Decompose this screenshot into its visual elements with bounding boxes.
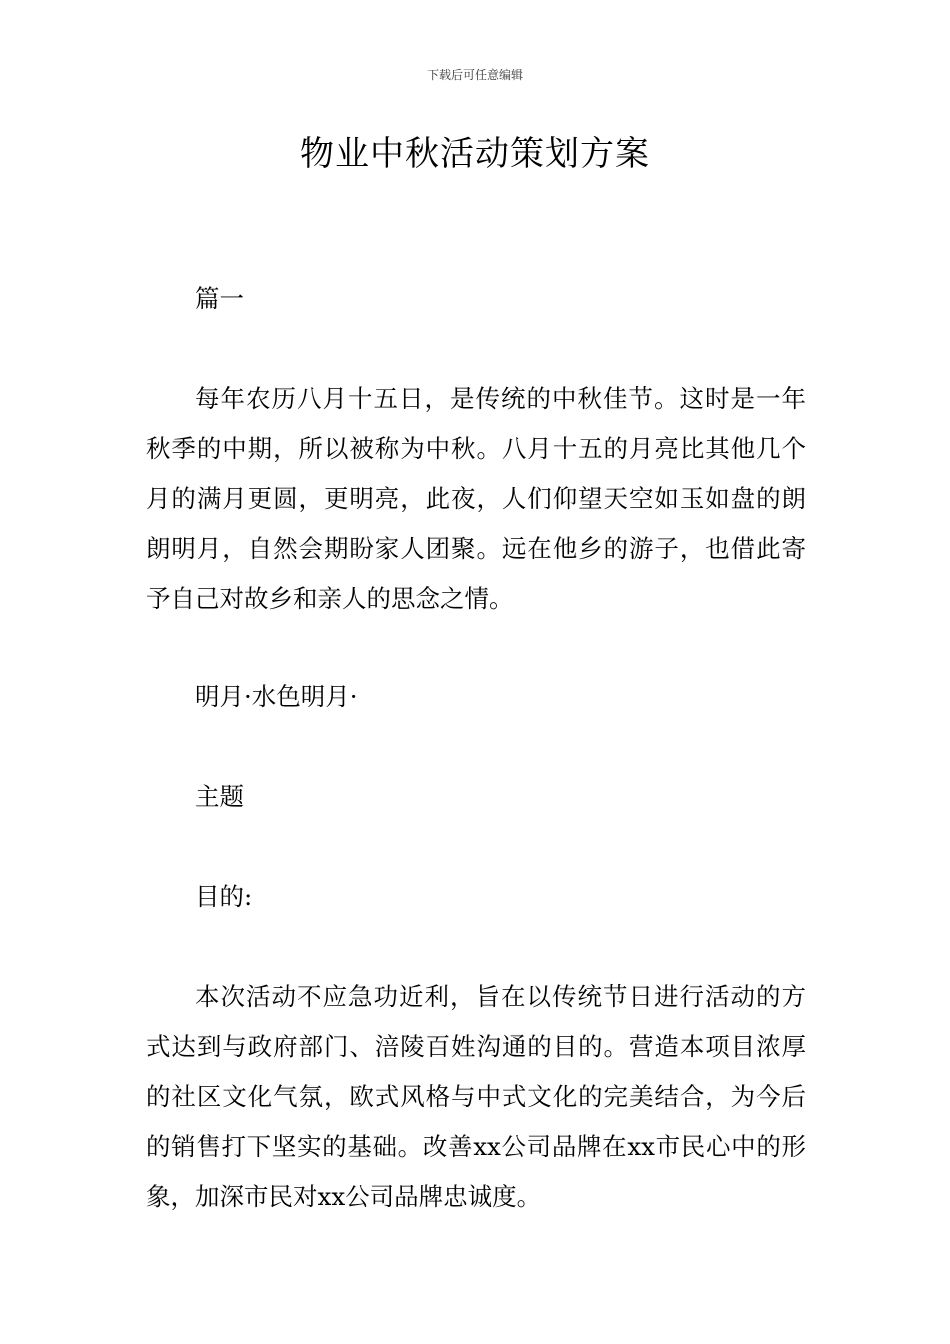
document-title: 物业中秋活动策划方案	[300, 134, 650, 174]
header-note: 下载后可任意编辑	[426, 68, 523, 82]
section-label: 篇一	[195, 284, 244, 313]
paragraph-purpose: 本次活动不应急功近利，旨在以传统节日进行活动的方式达到与政府部门、涪陵百姓沟通的目的。营造本项目浓厚的社区文化气氛，欧式风格与中式文化的完美结合，为今后的销售打下坚实的基础。改善xx公司品牌在xx市民心中的形象，加深市民对xx公司品牌忠诚度。	[146, 982, 806, 1211]
paragraph-intro: 每年农历八月十五日，是传统的中秋佳节。这时是一年秋季的中期，所以被称为中秋。八月十五的月亮比其他几个月的满月更圆，更明亮，此夜，人们仰望天空如玉如盘的朗朗明月，自然会期盼家人团聚。远在他乡的游子，也借此寄予自己对故乡和亲人的思念之情。	[146, 384, 806, 613]
theme-label: 主题	[195, 782, 244, 811]
purpose-label: 目的:	[195, 882, 253, 911]
motto-line: 明月·水色明月·	[195, 682, 358, 711]
